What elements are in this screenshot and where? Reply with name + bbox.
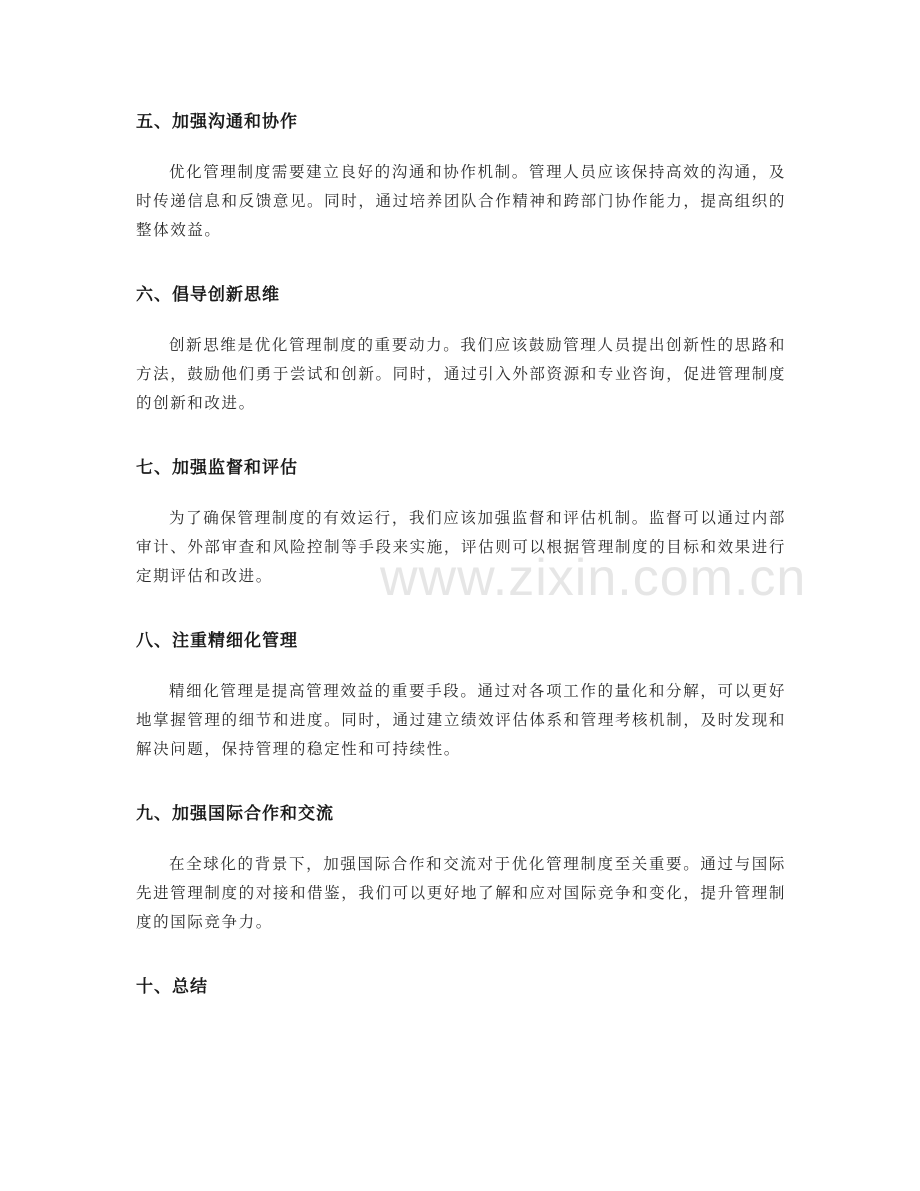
watermark: www.zixin.com.cn: [380, 549, 807, 607]
section-paragraph: 优化管理制度需要建立良好的沟通和协作机制。管理人员应该保持高效的沟通，及时传递信息和反馈意见。同时，通过培养团队合作精神和跨部门协作能力，提高组织的整体效益。: [136, 163, 786, 239]
section-5: [136, 110, 786, 245]
section-heading: 十、总结: [136, 977, 208, 997]
section-8: [136, 629, 786, 764]
section-10: [136, 975, 786, 999]
section-7: [136, 456, 786, 591]
section-paragraph: 在全球化的背景下，加强国际合作和交流对于优化管理制度至关重要。通过与国际先进管理制度的对接和借鉴，我们可以更好地了解和应对国际竞争和变化，提升管理制度的国际竞争力。: [136, 855, 786, 931]
section-paragraph: 创新思维是优化管理制度的重要动力。我们应该鼓励管理人员提出创新性的思路和方法，鼓励他们勇于尝试和创新。同时，通过引入外部资源和专业咨询，促进管理制度的创新和改进。: [136, 336, 786, 412]
section-heading: 七、加强监督和评估: [136, 458, 298, 478]
section-paragraph: 精细化管理是提高管理效益的重要手段。通过对各项工作的量化和分解，可以更好地掌握管理的细节和进度。同时，通过建立绩效评估体系和管理考核机制，及时发现和解决问题，保持管理的稳定性和可持续性。: [136, 682, 786, 758]
section-heading: 五、加强沟通和协作: [136, 112, 298, 132]
section-paragraph: 为了确保管理制度的有效运行，我们应该加强监督和评估机制。监督可以通过内部审计、外部审查和风险控制等手段来实施，评估则可以根据管理制度的目标和效果进行定期评估和改进。: [136, 509, 786, 585]
section-heading: 九、加强国际合作和交流: [136, 804, 334, 824]
section-9: [136, 802, 786, 937]
section-6: [136, 283, 786, 418]
section-heading: 六、倡导创新思维: [136, 285, 280, 305]
section-heading: 八、注重精细化管理: [136, 631, 298, 651]
